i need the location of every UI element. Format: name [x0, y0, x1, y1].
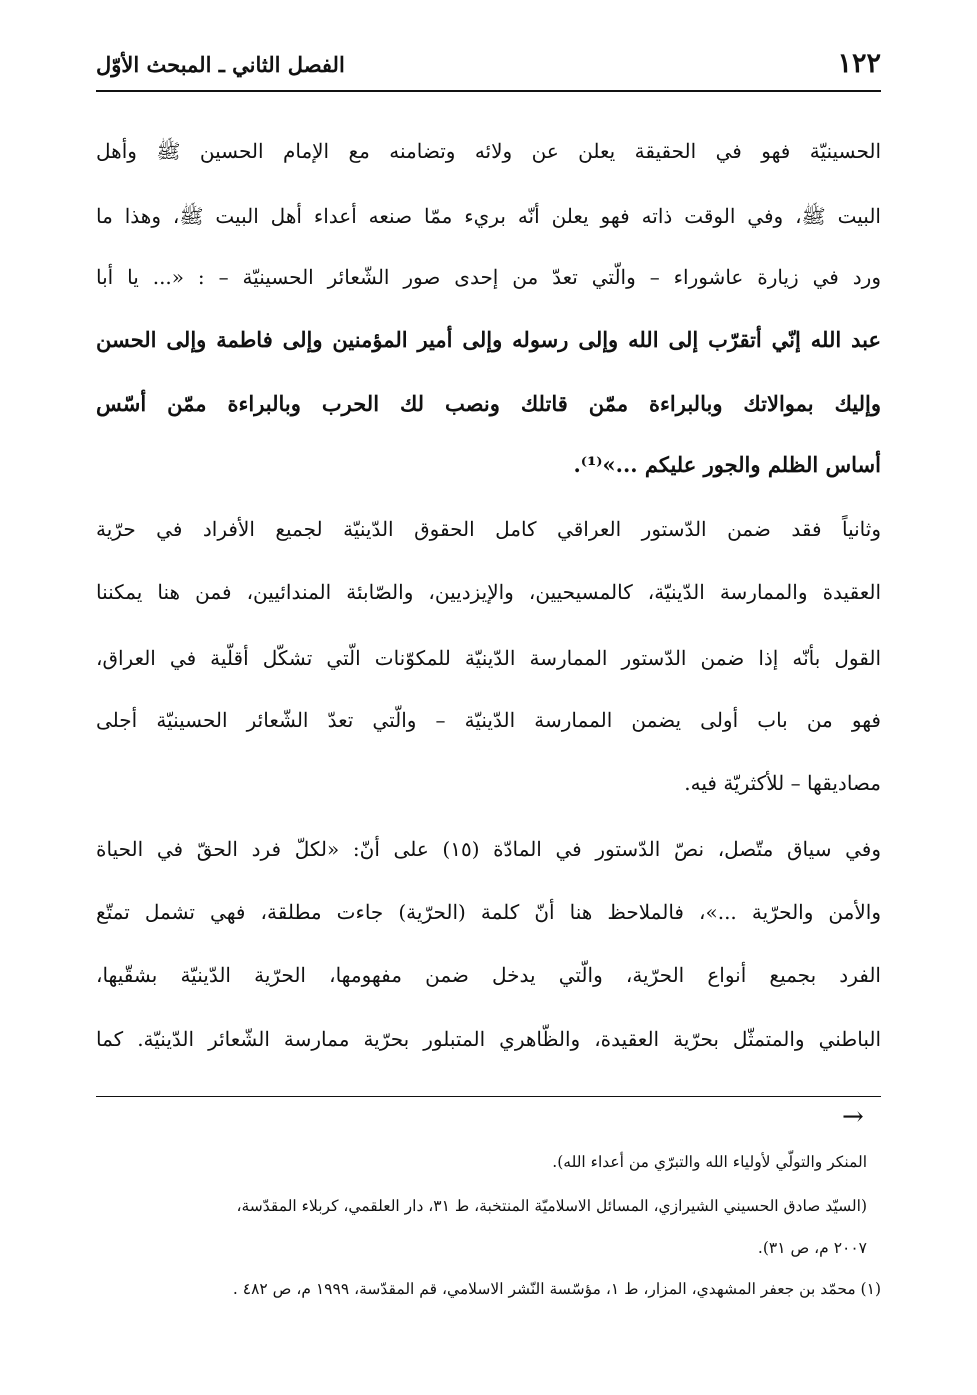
body-line: مصاديقها – للأكثريّة فيه.: [684, 771, 881, 795]
body-line-quote: أساس الظلم والجور عليكم ...»⁽¹⁾.: [573, 452, 881, 477]
body-line-quote: عبد الله إنّي أتقرّب إلى الله وإلى رسوله وإلى أمير المؤمنين وإلى فاطمة وإلى الحسن: [96, 327, 881, 352]
header-rule: [96, 90, 881, 92]
body-line: فهو من باب أولى يضمن الممارسة الدّينيّة – والّتي تعدّ الشّعائر الحسينيّة أجلى: [96, 708, 881, 732]
body-line: القول بأنّه إذا ضمن الدّستور الممارسة الدّينيّة للمكوّنات الّتي تشكّل أقلّية في العراق،: [96, 646, 881, 670]
body-line: الحسينيّة فهو في الحقيقة يعلن عن ولائه وتضامنه مع الإمام الحسين ﷺ وأهل: [96, 139, 881, 163]
footnote-line: ٢٠٠٧ م، ص ٣١).: [757, 1239, 867, 1257]
continuation-arrow-icon: →: [842, 1102, 864, 1132]
body-line: ورد في زيارة عاشوراء – والّتي تعدّ من إحدى صور الشّعائر الحسينيّة – : «... يا أبا: [96, 265, 881, 289]
body-line: الباطني والمتمثّل بحرّية العقيدة، والظّاهري المتبلور بحرّية ممارسة الشّعائر الدّينيّة. كما: [96, 1027, 881, 1051]
body-line-quote: وإليك بموالاتك وبالبراءة ممّن قاتلك ونصب لك الحرب وبالبراءة ممّن أسّس: [96, 391, 881, 416]
page-number: ١٢٢: [837, 48, 881, 79]
running-title: الفصل الثاني ـ المبحث الأوّل: [96, 52, 345, 77]
body-line: الفرد بجميع أنواع الحرّية، والّتي يدخل ضمن مفهومها، الحرّية الدّينيّة بشقّيها،: [96, 963, 881, 987]
body-line: وثانياً فقد ضمن الدّستور العراقي كامل الحقوق الدّينيّة لجميع الأفراد في حرّية: [96, 517, 881, 541]
footnote-rule: [96, 1096, 881, 1097]
footnote-line: المنكر والتولّي لأولياء الله والتبرّي من أعداء الله).: [552, 1153, 867, 1171]
body-line: والأمن والحرّية ...»، فالملاحظ هنا أنّ كلمة (الحرّية) جاءت مطلقة، فهي تشمل تمتّع: [96, 900, 881, 924]
body-line: البيت ﷺ، وفي الوقت ذاته فهو يعلن أنّه بريء ممّا صنعه أعداء أهل البيت ﷺ، وهذا ما: [96, 204, 881, 228]
footnote-line: (١) محمّد بن جعفر المشهدي، المزار، ط ١، مؤسّسة النّشر الاسلامي، قم المقدّسة، ١٩٩٩ م، ص ٤٨٢ .: [232, 1280, 881, 1298]
footnote-line: (السيّد صادق الحسيني الشيرازي، المسائل الاسلاميّة المنتخبة، ط ٣١، دار العلقمي، كربلاء المقدّسة،: [236, 1197, 867, 1215]
body-line: وفي سياق متّصل، نصّ الدّستور في المادّة (١٥) على أنّ: «لكلّ فرد الحقّ في الحياة: [96, 837, 881, 861]
body-line: العقيدة والممارسة الدّينيّة، كالمسيحيين، والإيزديين، والصّابئة المندائيين، فمن هنا يمكننا: [96, 580, 881, 604]
page-header: [96, 42, 881, 88]
